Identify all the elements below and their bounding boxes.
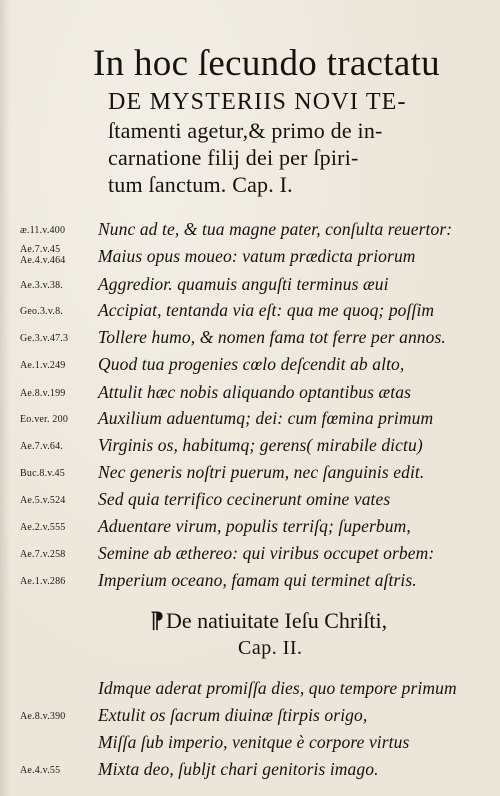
verse-line <box>0 244 500 270</box>
verse-text: Nec generis noſtri puerum, nec ſanguinis edit. <box>98 462 425 482</box>
margin-reference: æ.11.v.400 <box>20 225 66 236</box>
verse-line <box>0 380 500 406</box>
margin-reference: Ae.8.v.390 <box>20 711 66 722</box>
verse-text: Miſſa ſub imperio, venitque è corpore virtus <box>98 732 410 752</box>
margin-reference: Ae.2.v.555 <box>20 522 66 533</box>
section-heading-text: De natiuitate Ieſu Chriſti, <box>166 608 388 633</box>
verse-line <box>0 676 500 702</box>
verse-text: Attulit hæc nobis aliquando optantibus ætas <box>98 382 412 402</box>
verse-line <box>0 487 500 513</box>
margin-reference: Ge.3.v.47.3 <box>20 333 69 344</box>
section-heading <box>150 608 387 634</box>
verse-text: Semine ab æthereo: qui viribus occupet orbem: <box>98 543 435 563</box>
verse-line <box>0 703 500 729</box>
verse-text: Accipiat, tentanda via eſt: qua me quoq; poſſim <box>98 300 435 320</box>
verse-line <box>0 757 500 783</box>
title-line-3: ſtamenti agetur,& primo de in- <box>108 118 383 143</box>
verse-text: Mixta deo, ſubljt chari genitoris imago. <box>98 759 379 779</box>
verse-text: Idmque aderat promiſſa dies, quo tempore primum <box>98 678 457 698</box>
verse-text: Maius opus moueo: vatum prædicta priorum <box>98 246 416 266</box>
margin-reference: Ae.8.v.199 <box>20 388 66 399</box>
margin-reference: Ae.7.v.64. <box>20 441 64 452</box>
verse-line <box>0 298 500 324</box>
verse-line <box>0 406 500 432</box>
chapter-number: Cap. II. <box>238 637 303 659</box>
title-line-5: tum ſanctum. Cap. I. <box>108 172 293 197</box>
verse-line <box>0 568 500 594</box>
verse-text: Sed quia terrifico cecinerunt omine vates <box>98 489 391 509</box>
verse-text: Imperium oceano, famam qui terminet aſtris. <box>98 570 417 590</box>
margin-reference: Eo.ver. 200 <box>20 414 69 425</box>
margin-reference: Geo.3.v.8. <box>20 306 64 317</box>
margin-reference: Ae.1.v.286 <box>20 576 66 587</box>
title-line-2: DE MYSTERIIS NOVI TE- <box>108 89 407 115</box>
margin-reference: Ae.3.v.38. <box>20 280 64 291</box>
verse-text: Quod tua progenies cœlo deſcendit ab alto, <box>98 354 405 374</box>
verse-text: Nunc ad te, & tua magne pater, conſulta reuertor: <box>98 219 453 239</box>
title-line-1: In hoc ſecundo tractatu <box>93 43 440 84</box>
verse-line <box>0 730 500 756</box>
verse-text: Extulit os ſacrum diuinæ ſtirpis origo, <box>98 705 368 725</box>
margin-reference: Buc.8.v.45 <box>20 468 65 479</box>
verse-line <box>0 272 500 298</box>
verse-line <box>0 514 500 540</box>
verse-line <box>0 217 500 243</box>
margin-reference: Ae.4.v.55 <box>20 765 61 776</box>
margin-reference: Ae.7.v.258 <box>20 549 66 560</box>
verse-line <box>0 352 500 378</box>
pilcrow-icon: ⁋ <box>150 608 164 633</box>
margin-reference: Ae.7.v.45 Ae.4.v.464 <box>20 244 66 266</box>
verse-text: Auxilium aduentumq; dei: cum fœmina primum <box>98 408 434 428</box>
margin-reference: Ae.1.v.249 <box>20 360 66 371</box>
verse-line <box>0 460 500 486</box>
verse-text: Aggredior. quamuis anguſti terminus æui <box>98 274 389 294</box>
title-line-4: carnatione filij dei per ſpiri- <box>108 145 359 170</box>
verse-line <box>0 541 500 567</box>
verse-line <box>0 325 500 351</box>
verse-line <box>0 433 500 459</box>
margin-reference: Ae.5.v.524 <box>20 495 66 506</box>
verse-text: Tollere humo, & nomen fama tot ferre per annos. <box>98 327 446 347</box>
verse-text: Aduentare virum, populis terriſq; ſuperbum, <box>98 516 411 536</box>
verse-text: Virginis os, habitumq; gerens( mirabile dictu) <box>98 435 423 455</box>
